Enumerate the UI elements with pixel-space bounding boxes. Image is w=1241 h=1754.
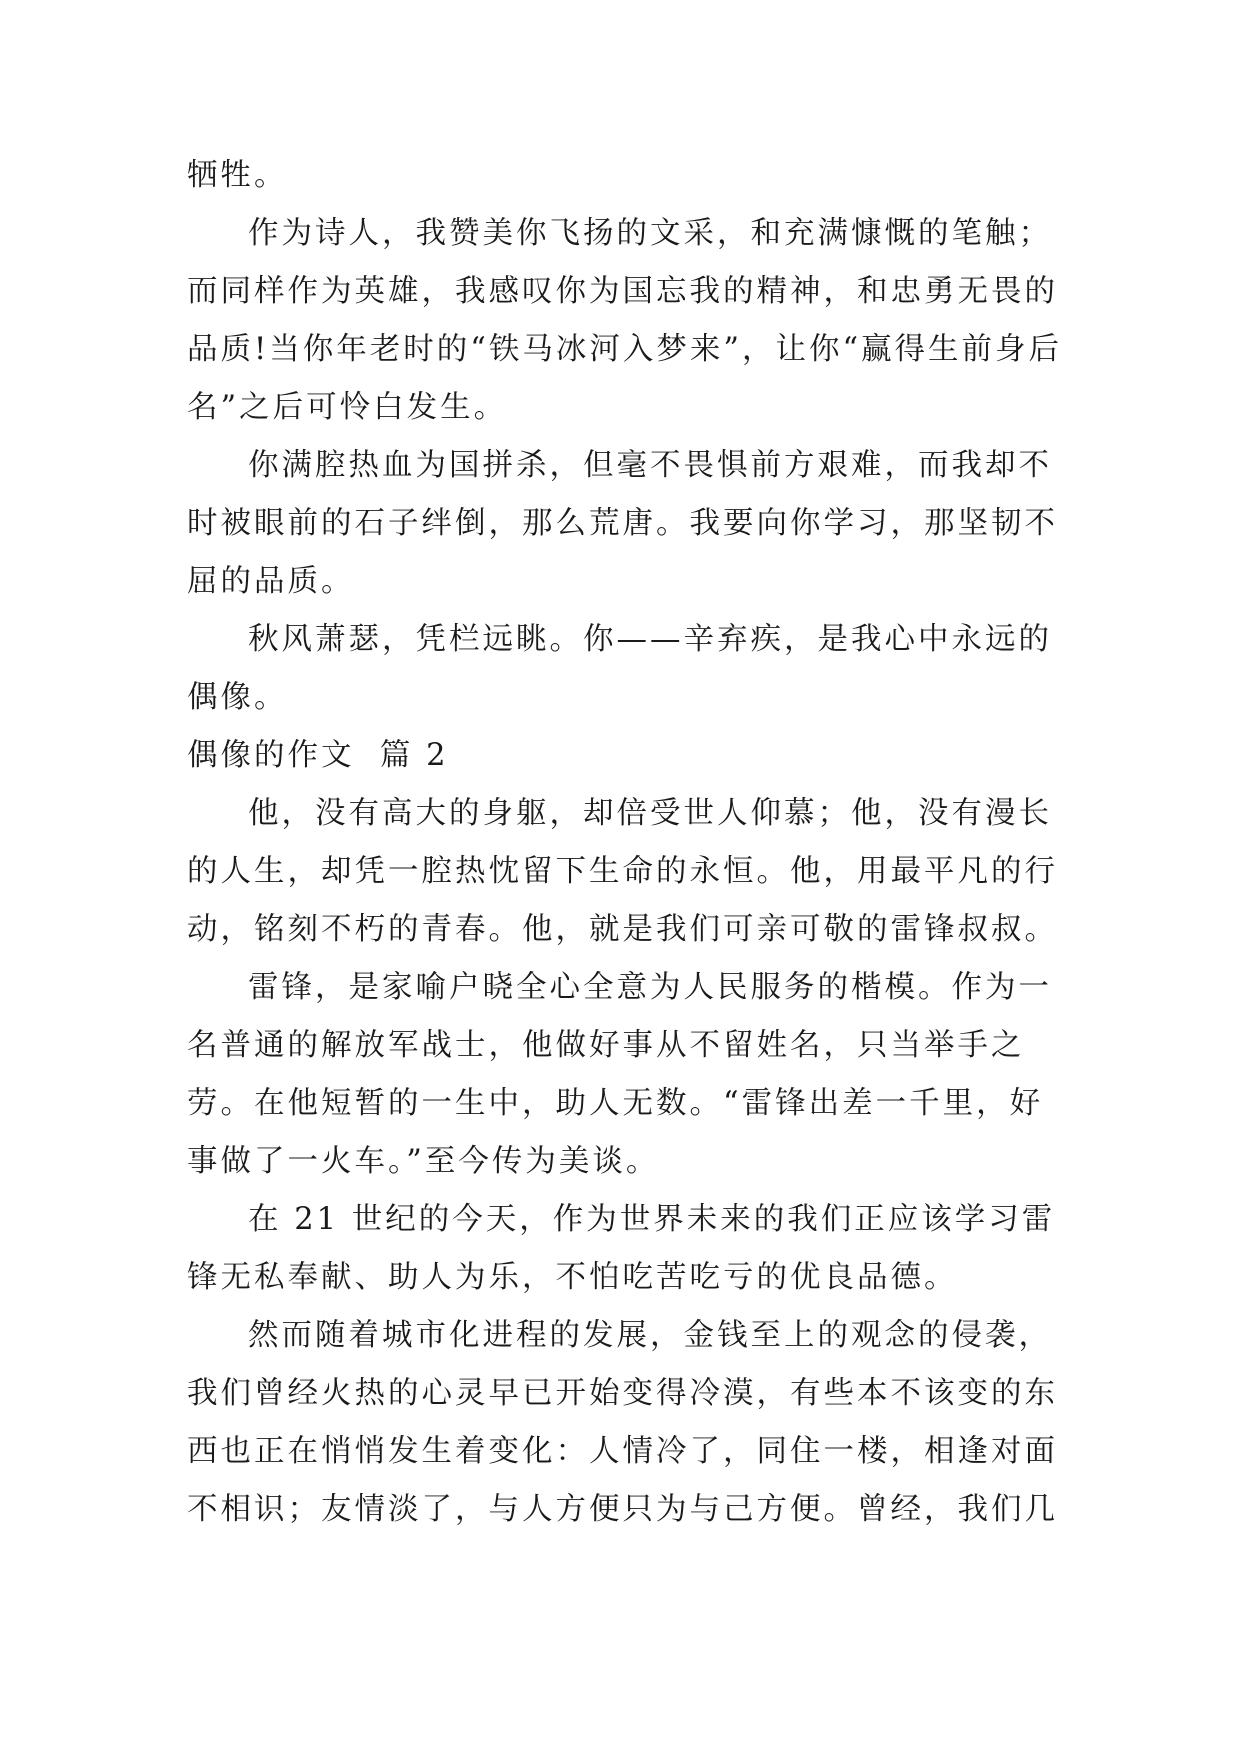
paragraph-lei-feng-model: 雷锋，是家喻户晓全心全意为人民服务的楷模。作为一名普通的解放军战士，他做好事从不留姓名，只当举手之劳。在他短暂的一生中，助人无数。“雷锋出差一千里，好事做了一火车。”至今传为美谈。 (187, 970, 1052, 1179)
paragraph-sacrifice-ending: 牺牲。 (187, 158, 288, 193)
paragraph-21st-century: 在 21 世纪的今天，作为世界未来的我们正应该学习雷锋无私奉献、助人为乐，不怕吃苦吃亏的优良品德。 (187, 1202, 1056, 1295)
document-page (187, 147, 1067, 1539)
paragraph-courage: 你满腔热血为国拼杀，但毫不畏惧前方艰难，而我却不时被眼前的石子绊倒，那么荒唐。我要向你学习，那坚韧不屈的品质。 (187, 448, 1058, 599)
section-heading-2: 偶像的作文 篇 2 (187, 738, 449, 773)
paragraph-urbanization: 然而随着城市化进程的发展，金钱至上的观念的侵袭，我们曾经火热的心灵早已开始变得冷漠，有些本不该变的东西也正在悄悄发生着变化：人情冷了，同住一楼，相逢对面不相识；友情淡了，与人方便只为与己方便。曾经，我们几 (187, 1318, 1058, 1527)
paragraph-lei-feng-intro: 他，没有高大的身躯，却倍受世人仰慕；他，没有漫长的人生，却凭一腔热忱留下生命的永恒。他，用最平凡的行动，铭刻不朽的青春。他，就是我们可亲可敬的雷锋叔叔。 (187, 796, 1058, 947)
paragraph-idol-xin-qiji: 秋风萧瑟，凭栏远眺。你——辛弃疾，是我心中永远的偶像。 (187, 622, 1052, 715)
paragraph-poet-praise: 作为诗人，我赞美你飞扬的文采，和充满慷慨的笔触；而同样作为英雄，我感叹你为国忘我的精神，和忠勇无畏的品质!当你年老时的“铁马冰河入梦来”，让你“赢得生前身后名”之后可怜白发生。 (187, 216, 1063, 425)
